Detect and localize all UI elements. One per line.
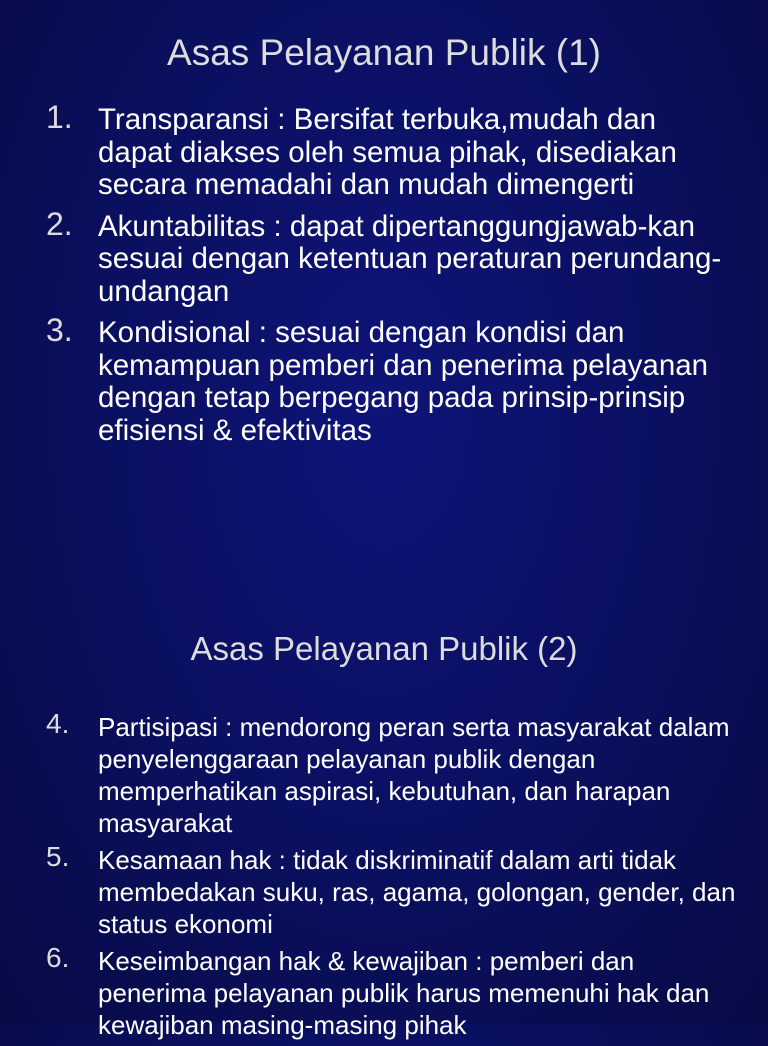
- list-item: [0, 708, 738, 839]
- item-text: Transparansi : Bersifat terbuka,mudah dan dapat diakses oleh semua pihak, disediakan secara memadahi dan mudah dimengerti: [98, 103, 677, 201]
- item-text: Akuntabilitas : dapat dipertanggungjawab-kan sesuai dengan ketentuan peraturan perundang-undangan: [98, 209, 722, 308]
- item-number: 6.: [46, 942, 70, 973]
- slide-2-title: Asas Pelayanan Publik (2): [190, 630, 578, 667]
- item-number: 1.: [46, 99, 73, 135]
- item-number: 3.: [46, 312, 73, 348]
- slide-2: [0, 512, 768, 1040]
- item-text: Keseimbangan hak & kewajiban : pemberi dan penerima pelayanan publik harus memenuhi hak dan kewajiban masing-masing pihak: [98, 946, 710, 1040]
- item-text: Kesamaan hak : tidak diskriminatif dalam arti tidak membedakan suku, ras, agama, golongan, gender, dan status ekonomi: [98, 845, 736, 939]
- item-number: 5.: [46, 841, 70, 872]
- slide-2-list: [0, 708, 738, 1046]
- list-item: [0, 205, 738, 309]
- item-number: 4.: [46, 708, 70, 739]
- slide-1-title: Asas Pelayanan Publik (1): [167, 32, 601, 73]
- item-number: 2.: [46, 205, 73, 242]
- slide-1: [0, 0, 768, 512]
- list-item: [0, 841, 738, 940]
- item-text: Partisipasi : mendorong peran serta masyarakat dalam penyelenggaraan pelayanan publik dengan memperhatikan aspirasi, kebutuhan, dan harapan masyarakat: [98, 712, 730, 838]
- item-text: Kondisional : sesuai dengan kondisi dan kemampuan pemberi dan penerima pelayanan dengan tetap berpegang pada prinsip-prinsip efisiensi & efektivitas: [98, 316, 709, 447]
- list-item: [0, 312, 738, 447]
- list-item: [0, 942, 738, 1041]
- slide-1-list: [0, 99, 738, 456]
- list-item: [0, 99, 738, 202]
